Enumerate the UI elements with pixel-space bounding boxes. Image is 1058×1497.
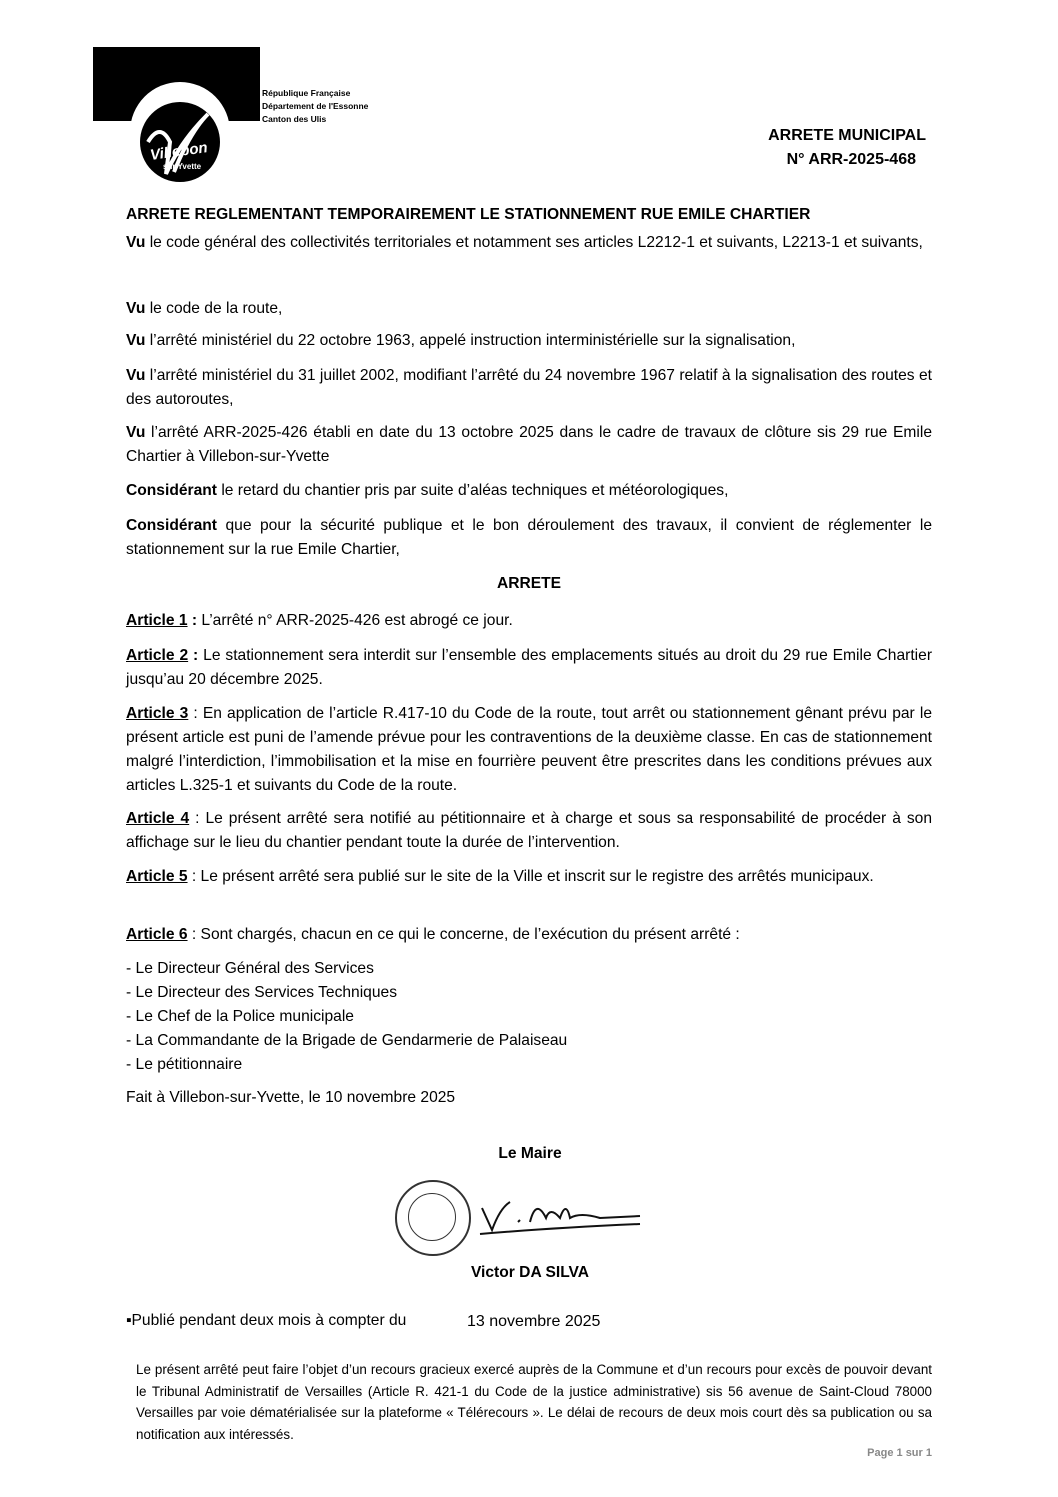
article-text: Le présent arrêté sera publié sur le site de la Ville et inscrit sur le registre des arrêtés municipaux. bbox=[200, 868, 874, 885]
article-label: Article 2 bbox=[126, 647, 189, 664]
list-item: - Le Directeur Général des Services bbox=[126, 960, 374, 977]
article bbox=[126, 923, 932, 947]
article-text: Sont chargés, chacun en ce qui le concerne, de l’exécution du présent arrêté : bbox=[200, 926, 740, 943]
visa-lead: Vu bbox=[126, 367, 146, 384]
canton-label: Canton des Ulis bbox=[262, 114, 327, 124]
article-label: Article 5 bbox=[126, 868, 188, 885]
consideration-text: le retard du chantier pris par suite d’aléas techniques et météorologiques, bbox=[216, 482, 729, 499]
document-title: ARRETE REGLEMENTANT TEMPORAIREMENT LE STATIONNEMENT RUE EMILE CHARTIER bbox=[126, 206, 811, 223]
visa bbox=[126, 297, 932, 321]
published-label: ▪Publié pendant deux mois à compter du bbox=[126, 1312, 407, 1329]
republic-label: République Française bbox=[262, 88, 351, 98]
doc-number: N° ARR-2025-468 bbox=[786, 151, 916, 168]
visa-lead: Vu bbox=[126, 332, 146, 349]
article-sep: : bbox=[187, 612, 202, 629]
visa-text: l’arrêté ARR-2025-426 établi en date du 13 octobre 2025 dans le cadre de travaux de clôture sis 29 rue Emile Chartier à Villebon-sur-Yvette bbox=[126, 424, 932, 465]
article bbox=[126, 644, 932, 692]
article-label: Article 3 bbox=[126, 705, 189, 722]
visa bbox=[126, 421, 932, 469]
arrete-heading: ARRETE bbox=[496, 575, 562, 592]
article-text: Le stationnement sera interdit sur l’ensemble des emplacements situés au droit du 29 rue Emile Chartier jusqu’au 20 décembre 2025. bbox=[126, 647, 933, 688]
list-item: - La Commandante de la Brigade de Gendarmerie de Palaiseau bbox=[126, 1032, 568, 1049]
article-label: Article 1 bbox=[126, 612, 188, 629]
article-sep: : bbox=[188, 705, 203, 722]
article-sep: : bbox=[187, 926, 201, 943]
article-text: Le présent arrêté sera notifié au pétitionnaire et à charge et sous sa responsabilité de procéder à son affichage sur le lieu du chantier pendant toute la durée de l’intervention. bbox=[126, 810, 932, 851]
list-item: - Le pétitionnaire bbox=[126, 1056, 243, 1073]
signatory-name: Victor DA SILVA bbox=[470, 1264, 590, 1281]
visa-lead: Vu bbox=[126, 234, 146, 251]
stamp-emblem bbox=[408, 1193, 456, 1241]
consideration bbox=[126, 479, 932, 503]
article-sep: : bbox=[187, 868, 201, 885]
consideration-text: que pour la sécurité publique et le bon déroulement des travaux, il convient de réglementer le stationnement sur la rue Emile Chartier, bbox=[126, 517, 932, 558]
department-label: Département de l'Essonne bbox=[262, 101, 369, 111]
page-number: Page 1 sur 1 bbox=[867, 1447, 932, 1459]
article-label: Article 6 bbox=[126, 926, 188, 943]
doc-type: ARRETE MUNICIPAL bbox=[768, 127, 926, 144]
article bbox=[126, 609, 932, 633]
article bbox=[126, 702, 932, 798]
article bbox=[126, 865, 932, 889]
consideration bbox=[126, 514, 932, 562]
article-sep: : bbox=[188, 647, 204, 664]
published-date: 13 novembre 2025 bbox=[467, 1313, 601, 1330]
visa bbox=[126, 329, 932, 353]
visa bbox=[126, 364, 932, 412]
logo-subtext: sur Yvette bbox=[163, 162, 202, 171]
document-heading bbox=[700, 124, 926, 172]
visa-text: le code général des collectivités territoriales et notamment ses articles L2212-1 et suivants, L2213-1 et suivants, bbox=[145, 234, 923, 251]
list-item: - Le Chef de la Police municipale bbox=[126, 1008, 354, 1025]
consideration-lead: Considérant bbox=[126, 482, 217, 499]
list-item: - Le Directeur des Services Techniques bbox=[126, 984, 398, 1001]
visa-text: l’arrêté ministériel du 31 juillet 2002, modifiant l’arrêté du 24 novembre 1967 relatif à la signalisation des routes et des autoroutes, bbox=[126, 367, 932, 408]
recipients-list bbox=[126, 957, 567, 1077]
article-text: L’arrêté n° ARR-2025-426 est abrogé ce jour. bbox=[201, 612, 513, 629]
visa bbox=[126, 231, 932, 255]
article bbox=[126, 807, 932, 855]
done-at: Fait à Villebon-sur-Yvette, le 10 novembre 2025 bbox=[126, 1089, 456, 1106]
article-text: En application de l’article R.417-10 du Code de la route, tout arrêt ou stationnement gênant prévu par le présent article est puni de l’amende prévue pour les contraventions de la deuxième classe. En cas de stationnement malgré l’interdiction, l’immobilisation et la mise en fourrière peuvent être prescrites dans les conditions prévues aux articles L.325-1 et suivants du Code de la route. bbox=[126, 705, 932, 794]
logo-text: Villebon bbox=[149, 139, 209, 164]
visa-text: l’arrêté ministériel du 22 octobre 1963, appelé instruction interministérielle sur la signalisation, bbox=[145, 332, 796, 349]
visa-lead: Vu bbox=[126, 300, 146, 317]
visa-text: le code de la route, bbox=[145, 300, 283, 317]
signature bbox=[470, 1188, 650, 1248]
article-sep: : bbox=[189, 810, 206, 827]
signatory-title: Le Maire bbox=[498, 1145, 562, 1162]
consideration-lead: Considérant bbox=[126, 517, 217, 534]
appeal-notice: Le présent arrêté peut faire l’objet d’un recours gracieux exercé auprès de la Commune et d’un recours pour excès de pouvoir devant le Tribunal Administratif de Versailles (Article R. 421-1 du Code de la justice administrative) sis 56 avenue de Saint-Cloud 78000 Versailles par voie dématérialisée sur la plateforme « Télérecours ». Le délai de recours de deux mois court dès sa publication ou sa notification aux intéressés. bbox=[136, 1362, 932, 1442]
visa-lead: Vu bbox=[126, 424, 146, 441]
article-label: Article 4 bbox=[126, 810, 190, 827]
issuer-block bbox=[262, 87, 368, 126]
